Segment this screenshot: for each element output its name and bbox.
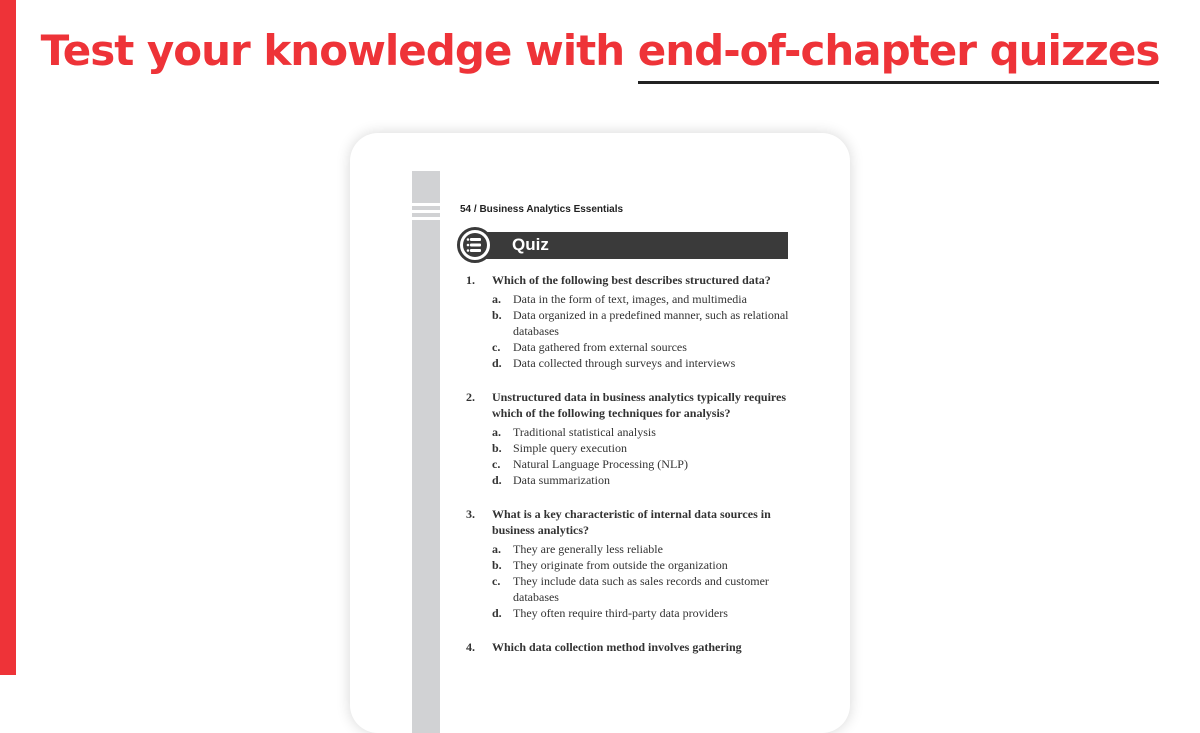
quiz-question	[466, 639, 796, 655]
option-letter: a.	[492, 542, 501, 556]
answer-option	[492, 440, 796, 456]
question-text: Unstructured data in business analytics typically requires which of the following techniques for analysis?	[492, 390, 787, 420]
answer-option	[492, 472, 796, 488]
question-number: 2.	[466, 390, 475, 404]
quiz-question	[466, 389, 796, 488]
book-page-card	[350, 133, 850, 733]
option-text: They often require third-party data providers	[513, 606, 728, 620]
question-number: 3.	[466, 507, 475, 521]
quiz-question	[466, 272, 796, 371]
option-text: Simple query execution	[513, 441, 627, 455]
answer-option	[492, 424, 796, 440]
option-text: Natural Language Processing (NLP)	[513, 457, 688, 471]
option-letter: b.	[492, 441, 502, 455]
option-letter: d.	[492, 606, 502, 620]
option-letter: a.	[492, 292, 501, 306]
option-letter: b.	[492, 558, 502, 572]
strip-lines	[412, 203, 440, 224]
option-letter: c.	[492, 574, 501, 588]
option-text: Data collected through surveys and interviews	[513, 356, 736, 370]
answer-option	[492, 291, 796, 307]
answer-option	[492, 307, 796, 339]
quiz-question	[466, 506, 796, 621]
page-margin-strip	[412, 171, 440, 733]
option-text: They include data such as sales records and customer databases	[513, 574, 769, 604]
option-text: Data in the form of text, images, and multimedia	[513, 292, 747, 306]
option-text: They originate from outside the organization	[513, 558, 728, 572]
headline-highlight: end-of-chapter quizzes	[638, 26, 1160, 84]
headline-text: Test your knowledge with	[40, 26, 638, 75]
option-letter: c.	[492, 457, 501, 471]
option-letter: d.	[492, 473, 502, 487]
option-text: Data gathered from external sources	[513, 340, 687, 354]
option-text: Data organized in a predefined manner, such as relational databases	[513, 308, 789, 338]
answer-option	[492, 557, 796, 573]
question-text: Which of the following best describes structured data?	[492, 273, 771, 287]
option-letter: d.	[492, 356, 502, 370]
section-banner	[476, 232, 788, 259]
section-title: Quiz	[512, 235, 549, 254]
accent-bar	[0, 0, 16, 675]
answer-option	[492, 456, 796, 472]
answer-option	[492, 339, 796, 355]
option-letter: b.	[492, 308, 502, 322]
question-text: What is a key characteristic of internal data sources in business analytics?	[492, 507, 771, 537]
option-text: Traditional statistical analysis	[513, 425, 656, 439]
answer-option	[492, 541, 796, 557]
answer-option	[492, 573, 796, 605]
option-text: They are generally less reliable	[513, 542, 663, 556]
answer-option	[492, 605, 796, 621]
question-number: 1.	[466, 273, 475, 287]
question-list	[466, 272, 796, 673]
running-head: 54 / Business Analytics Essentials	[460, 204, 624, 215]
answer-option	[492, 355, 796, 371]
question-number: 4.	[466, 640, 475, 654]
checklist-icon	[457, 227, 493, 263]
option-letter: a.	[492, 425, 501, 439]
option-letter: c.	[492, 340, 501, 354]
headline	[0, 26, 1200, 84]
question-text: Which data collection method involves gathering	[492, 640, 742, 654]
option-text: Data summarization	[513, 473, 610, 487]
